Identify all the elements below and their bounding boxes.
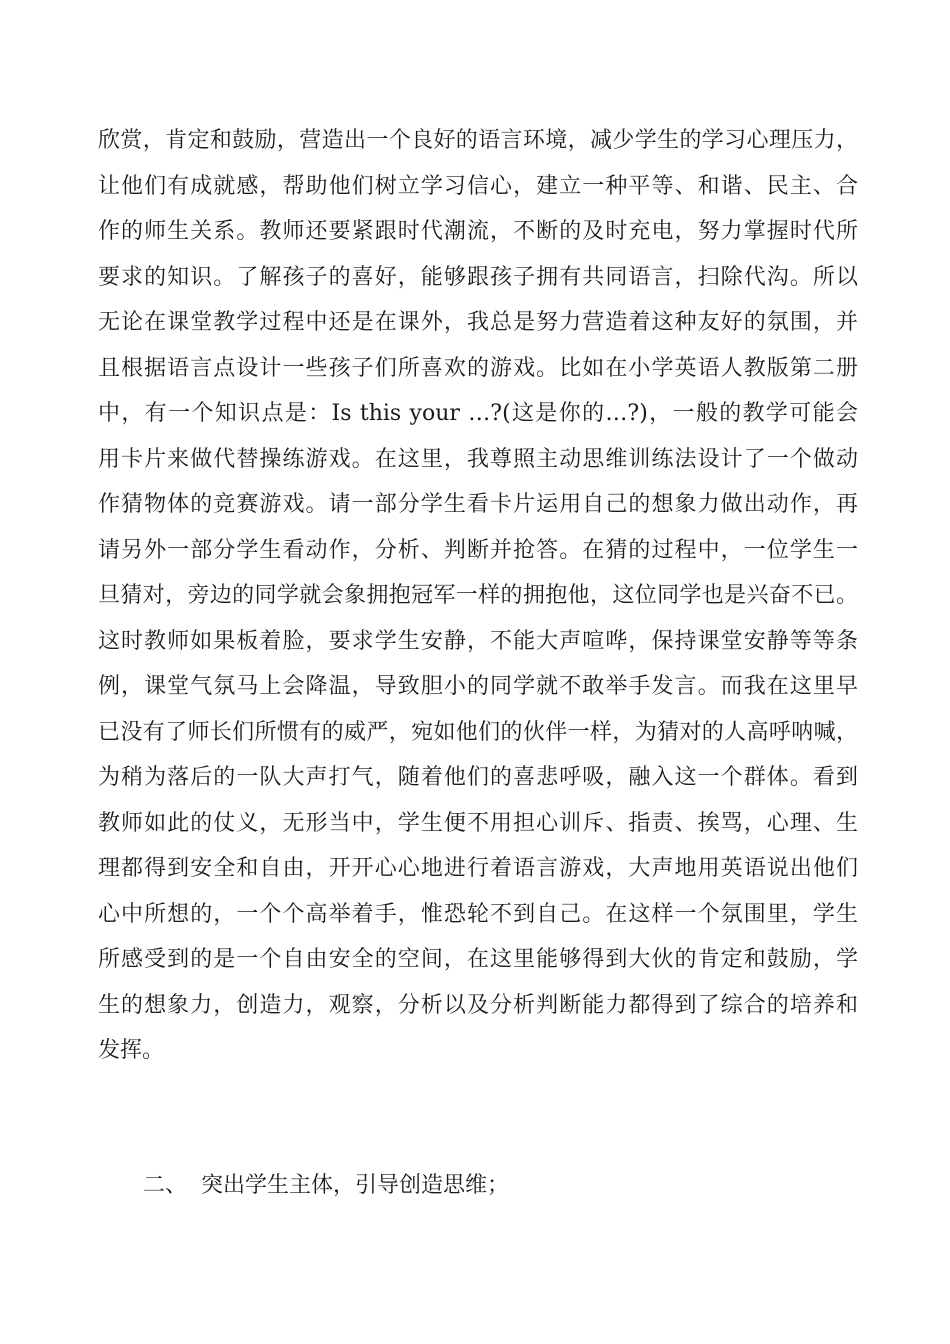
paragraph-line: 欣赏，肯定和鼓励，营造出一个良好的语言环境，减少学生的学习心理压力， [98, 128, 858, 153]
section-number: 二、 [143, 1173, 188, 1198]
paragraph-line: 作猜物体的竞赛游戏。请一部分学生看卡片运用自己的想象力做出动作，再 [98, 492, 858, 517]
paragraph-line: 例，课堂气氛马上会降温，导致胆小的同学就不敢举手发言。而我在这里早 [98, 674, 858, 699]
paragraph-line: 生的想象力，创造力，观察，分析以及分析判断能力都得到了综合的培养和 [98, 992, 858, 1018]
paragraph-line: 已没有了师长们所惯有的威严，宛如他们的伙伴一样，为猜对的人高呼呐喊， [98, 719, 858, 745]
section-heading [143, 1163, 509, 1208]
paragraph-line: 发挥。 [98, 1038, 165, 1063]
paragraph-line: 请另外一部分学生看动作，分析、判断并抢答。在猜的过程中，一位学生一 [98, 537, 858, 563]
section-title: 突出学生主体，引导创造思维； [201, 1173, 510, 1198]
paragraph-line: 心中所想的，一个个高举着手，惟恐轮不到自己。在这样一个氛围里，学生 [98, 901, 858, 927]
paragraph-line: 作的师生关系。教师还要紧跟时代潮流，不断的及时充电，努力掌握时代所 [98, 219, 858, 244]
paragraph-line: 要求的知识。了解孩子的喜好，能够跟孩子拥有共同语言，扫除代沟。所以 [98, 264, 858, 290]
paragraph-line: 用卡片来做代替操练游戏。在这里，我尊照主动思维训练法设计了一个做动 [98, 446, 858, 472]
paragraph-line: 这时教师如果板着脸，要求学生安静，不能大声喧哗，保持课堂安静等等条 [98, 628, 858, 654]
paragraph-line: 旦猜对，旁边的同学就会象拥抱冠军一样的拥抱他，这位同学也是兴奋不已。 [98, 583, 858, 608]
paragraph-line: 无论在课堂教学过程中还是在课外，我总是努力营造着这种友好的氛围，并 [98, 310, 858, 335]
paragraph-line: 所感受到的是一个自由安全的空间，在这里能够得到大伙的肯定和鼓励，学 [98, 947, 858, 972]
paragraph-line: 理都得到安全和自由，开开心心地进行着语言游戏，大声地用英语说出他们 [98, 856, 858, 881]
paragraph-line: 让他们有成就感，帮助他们树立学习信心，建立一种平等、和谐、民主、合 [98, 173, 858, 199]
body-paragraph [98, 118, 858, 1074]
paragraph-line: 且根据语言点设计一些孩子们所喜欢的游戏。比如在小学英语人教版第二册 [98, 355, 858, 381]
paragraph-line: 教师如此的仗义，无形当中，学生便不用担心训斥、指责、挨骂，心理、生 [98, 810, 858, 836]
paragraph-line: 为稍为落后的一队大声打气，随着他们的喜悲呼吸，融入这一个群体。看到 [98, 765, 858, 790]
paragraph-line: 中，有一个知识点是：Is this your …?(这是你的…?)，一般的教学可能会 [98, 401, 858, 426]
